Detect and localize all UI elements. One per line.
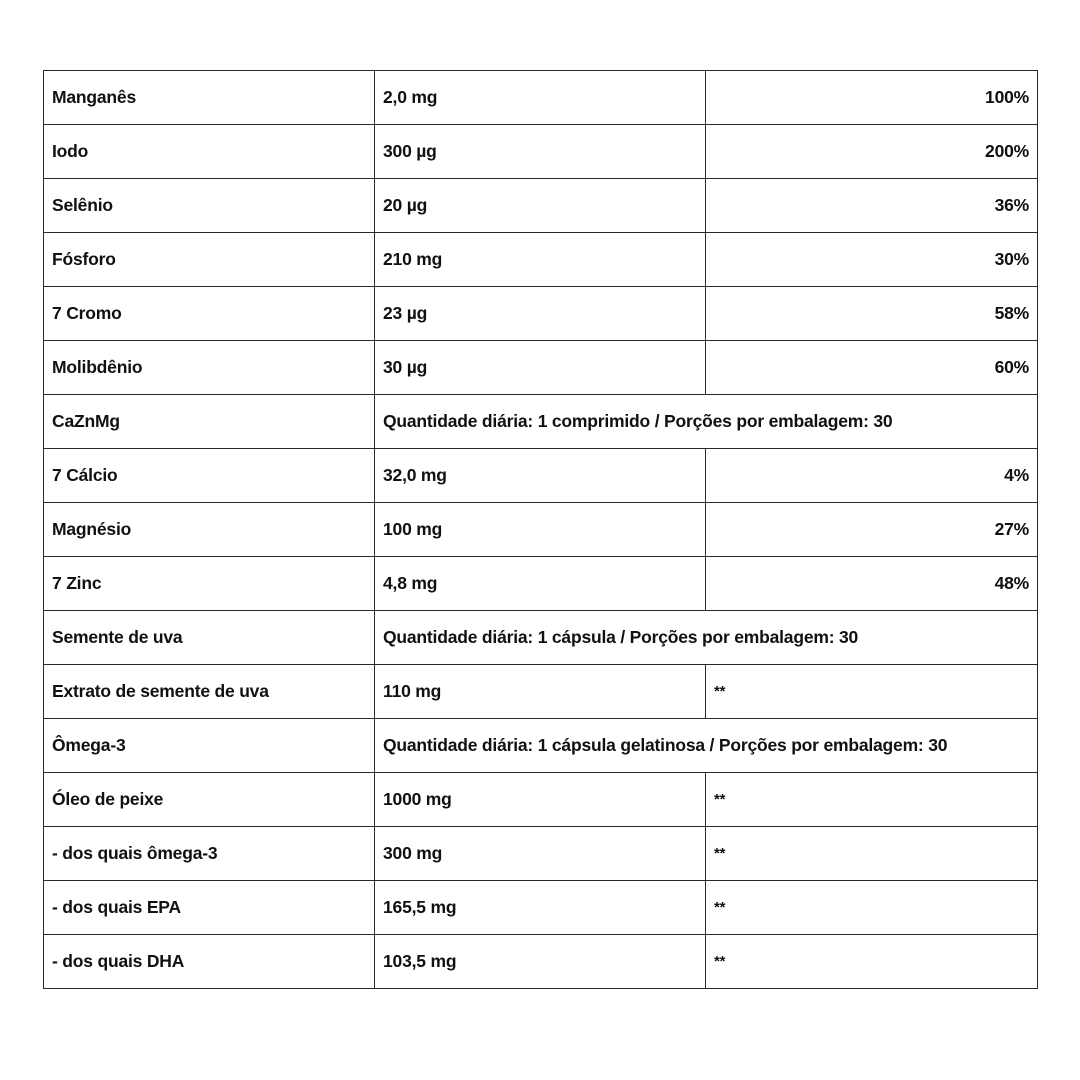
nutrient-name: 7 Cromo	[44, 287, 375, 341]
nutrient-daily-value: 36%	[706, 179, 1038, 233]
nutrient-name: Extrato de semente de uva	[44, 665, 375, 719]
section-serving-info: Quantidade diária: 1 comprimido / Porções por embalagem: 30	[375, 395, 1038, 449]
table-row	[44, 71, 1038, 125]
nutrient-amount: 1000 mg	[375, 773, 706, 827]
section-title: CaZnMg	[44, 395, 375, 449]
nutrient-name: - dos quais DHA	[44, 935, 375, 989]
nutrition-table	[43, 70, 1038, 989]
nutrient-amount: 30 µg	[375, 341, 706, 395]
nutrient-amount: 32,0 mg	[375, 449, 706, 503]
nutrient-daily-value-footnote: **	[706, 827, 1038, 881]
table-row	[44, 665, 1038, 719]
nutrient-amount: 23 µg	[375, 287, 706, 341]
nutrient-amount: 103,5 mg	[375, 935, 706, 989]
nutrient-daily-value: 60%	[706, 341, 1038, 395]
section-header-row	[44, 719, 1038, 773]
table-row	[44, 449, 1038, 503]
nutrient-amount: 165,5 mg	[375, 881, 706, 935]
nutrient-amount: 20 µg	[375, 179, 706, 233]
table-row	[44, 341, 1038, 395]
table-row	[44, 935, 1038, 989]
nutrient-name: Manganês	[44, 71, 375, 125]
nutrient-daily-value: 48%	[706, 557, 1038, 611]
table-row	[44, 125, 1038, 179]
nutrient-daily-value: 200%	[706, 125, 1038, 179]
section-title: Ômega-3	[44, 719, 375, 773]
nutrition-table-body	[44, 71, 1038, 989]
nutrient-amount: 300 mg	[375, 827, 706, 881]
nutrient-amount: 4,8 mg	[375, 557, 706, 611]
nutrient-daily-value: 100%	[706, 71, 1038, 125]
nutrient-amount: 2,0 mg	[375, 71, 706, 125]
nutrient-amount: 210 mg	[375, 233, 706, 287]
section-header-row	[44, 611, 1038, 665]
nutrient-name: Iodo	[44, 125, 375, 179]
table-row	[44, 287, 1038, 341]
nutrient-daily-value: 30%	[706, 233, 1038, 287]
nutrient-name: Óleo de peixe	[44, 773, 375, 827]
nutrient-amount: 300 µg	[375, 125, 706, 179]
table-row	[44, 557, 1038, 611]
nutrient-name: - dos quais EPA	[44, 881, 375, 935]
section-title: Semente de uva	[44, 611, 375, 665]
table-row	[44, 827, 1038, 881]
section-serving-info: Quantidade diária: 1 cápsula gelatinosa / Porções por embalagem: 30	[375, 719, 1038, 773]
section-serving-info: Quantidade diária: 1 cápsula / Porções por embalagem: 30	[375, 611, 1038, 665]
nutrient-name: 7 Zinc	[44, 557, 375, 611]
table-row	[44, 503, 1038, 557]
nutrient-daily-value: 4%	[706, 449, 1038, 503]
nutrient-name: Fósforo	[44, 233, 375, 287]
nutrient-daily-value-footnote: **	[706, 665, 1038, 719]
nutrient-name: Selênio	[44, 179, 375, 233]
nutrient-amount: 110 mg	[375, 665, 706, 719]
nutrient-name: 7 Cálcio	[44, 449, 375, 503]
nutrient-daily-value-footnote: **	[706, 881, 1038, 935]
nutrient-daily-value-footnote: **	[706, 935, 1038, 989]
nutrient-daily-value: 27%	[706, 503, 1038, 557]
table-row	[44, 881, 1038, 935]
nutrient-name: Magnésio	[44, 503, 375, 557]
table-row	[44, 179, 1038, 233]
section-header-row	[44, 395, 1038, 449]
nutrient-daily-value: 58%	[706, 287, 1038, 341]
nutrient-daily-value-footnote: **	[706, 773, 1038, 827]
nutrient-name: - dos quais ômega-3	[44, 827, 375, 881]
table-row	[44, 773, 1038, 827]
table-row	[44, 233, 1038, 287]
nutrient-name: Molibdênio	[44, 341, 375, 395]
nutrient-amount: 100 mg	[375, 503, 706, 557]
